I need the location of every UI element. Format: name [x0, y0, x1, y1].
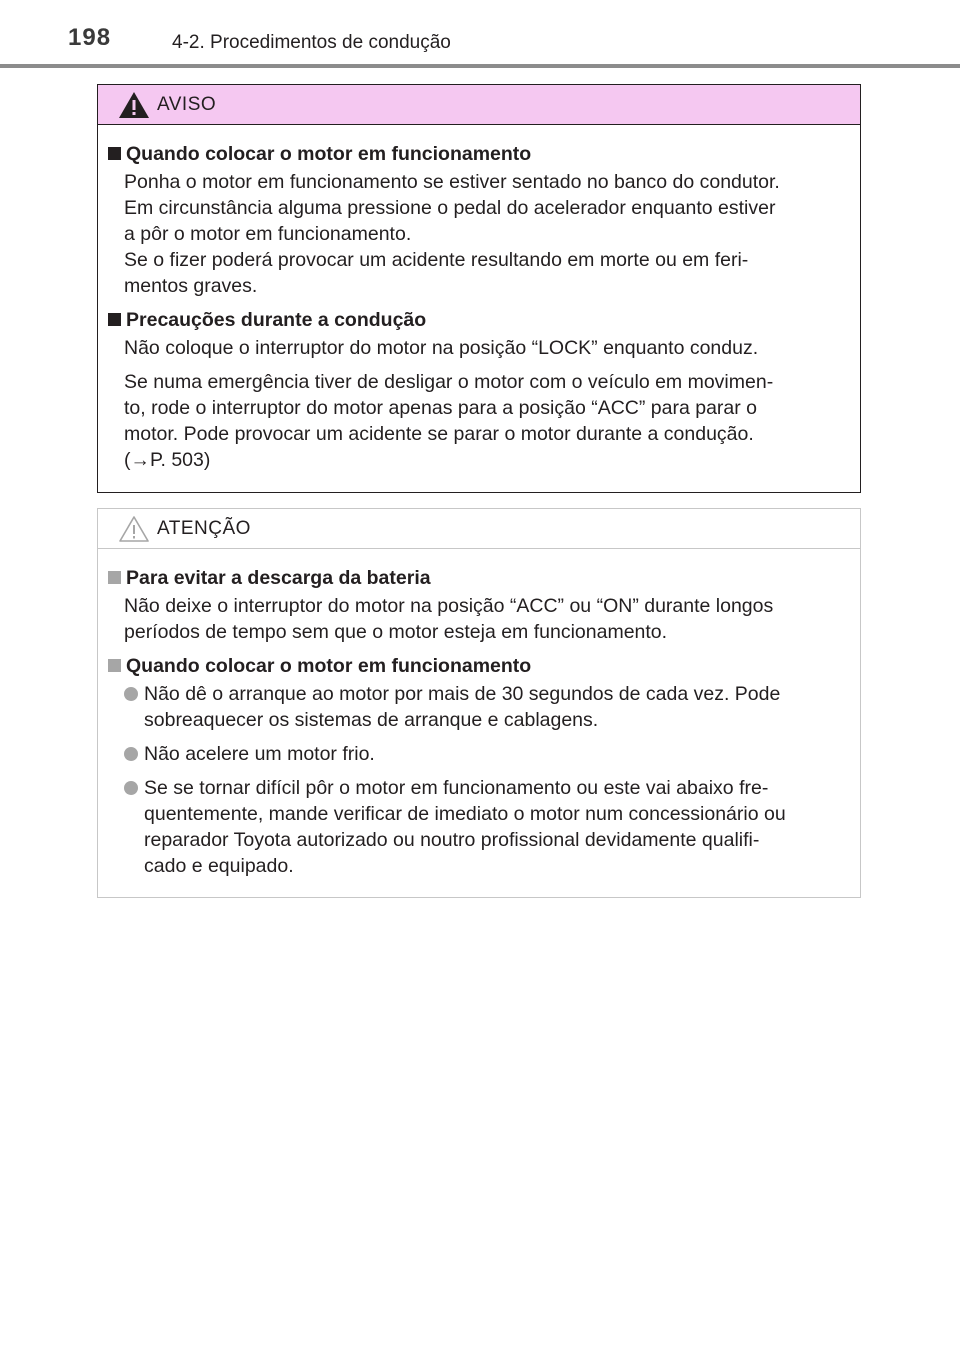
square-bullet-icon — [108, 571, 121, 584]
caution-header — [98, 509, 860, 549]
warning-body — [98, 125, 860, 473]
text-line: Não dê o arranque ao motor por mais de 30 segundos de cada vez. Pode — [144, 683, 781, 705]
text-line: mentos graves. — [124, 275, 258, 297]
text-line: cado e equipado. — [144, 855, 294, 877]
warning-label: AVISO — [157, 94, 217, 115]
text-line: sobreaquecer os sistemas de arranque e cablagens. — [144, 709, 599, 731]
warning-paragraph — [108, 369, 850, 473]
text-line: Não deixe o interruptor do motor na posição “ACC” ou “ON” durante longos — [124, 595, 774, 617]
caution-subheading — [108, 653, 850, 679]
text-line: Em circunstância alguma pressione o pedal do acelerador enquanto estiver — [124, 197, 776, 219]
list-item — [108, 775, 850, 879]
caution-subheading — [108, 565, 850, 591]
caution-subheading-text: Quando colocar o motor em funcionamento — [126, 655, 532, 677]
text-line: períodos de tempo sem que o motor esteja em funcionamento. — [124, 621, 668, 643]
square-bullet-icon — [108, 659, 121, 672]
text-line: Não coloque o interruptor do motor na posição “LOCK” enquanto conduz. — [124, 337, 759, 359]
warning-paragraph — [108, 335, 850, 361]
warning-triangle-icon — [117, 90, 151, 120]
warning-subheading — [108, 307, 850, 333]
circle-bullet-icon — [124, 781, 138, 795]
text-line: quentemente, mande verificar de imediato o motor num concessionário ou — [144, 803, 786, 825]
text-line: Se numa emergência tiver de desligar o motor com o veículo em movimen- — [124, 371, 774, 393]
page-number: 198 — [68, 24, 112, 51]
text-line: to, rode o interruptor do motor apenas para a posição “ACC” para parar o — [124, 397, 758, 419]
caution-subheading-text: Para evitar a descarga da bateria — [126, 567, 431, 589]
square-bullet-icon — [108, 147, 121, 160]
warning-box — [97, 84, 861, 493]
text-line: Ponha o motor em funcionamento se estiver sentado no banco do condutor. — [124, 171, 780, 193]
text-line: Se se tornar difícil pôr o motor em funcionamento ou este vai abaixo fre- — [144, 777, 769, 799]
caution-body — [98, 549, 860, 879]
caution-paragraph — [108, 593, 850, 645]
list-item — [108, 741, 850, 767]
page-reference: (→P. 503) — [124, 449, 211, 471]
text-line: motor. Pode provocar um acidente se parar o motor durante a condução. — [124, 423, 754, 445]
text-line: Se o fizer poderá provocar um acidente resultando em morte ou em feri- — [124, 249, 749, 271]
warning-subheading-text: Precauções durante a condução — [126, 309, 427, 331]
text-line: a pôr o motor em funcionamento. — [124, 223, 412, 245]
warning-paragraph — [108, 169, 850, 299]
page-header — [0, 0, 960, 70]
header-rule — [0, 64, 960, 68]
text-line: reparador Toyota autorizado ou noutro profissional devidamente qualifi- — [144, 829, 760, 851]
text-line: Não acelere um motor frio. — [144, 743, 375, 765]
square-bullet-icon — [108, 313, 121, 326]
caution-triangle-icon — [117, 514, 151, 544]
circle-bullet-icon — [124, 687, 138, 701]
list-item — [108, 681, 850, 733]
section-title: 4-2. Procedimentos de condução — [172, 32, 451, 53]
caution-box — [97, 508, 861, 898]
warning-header — [98, 85, 860, 125]
warning-subheading — [108, 141, 850, 167]
warning-subheading-text: Quando colocar o motor em funcionamento — [126, 143, 532, 165]
circle-bullet-icon — [124, 747, 138, 761]
caution-label: ATENÇÃO — [157, 518, 251, 539]
